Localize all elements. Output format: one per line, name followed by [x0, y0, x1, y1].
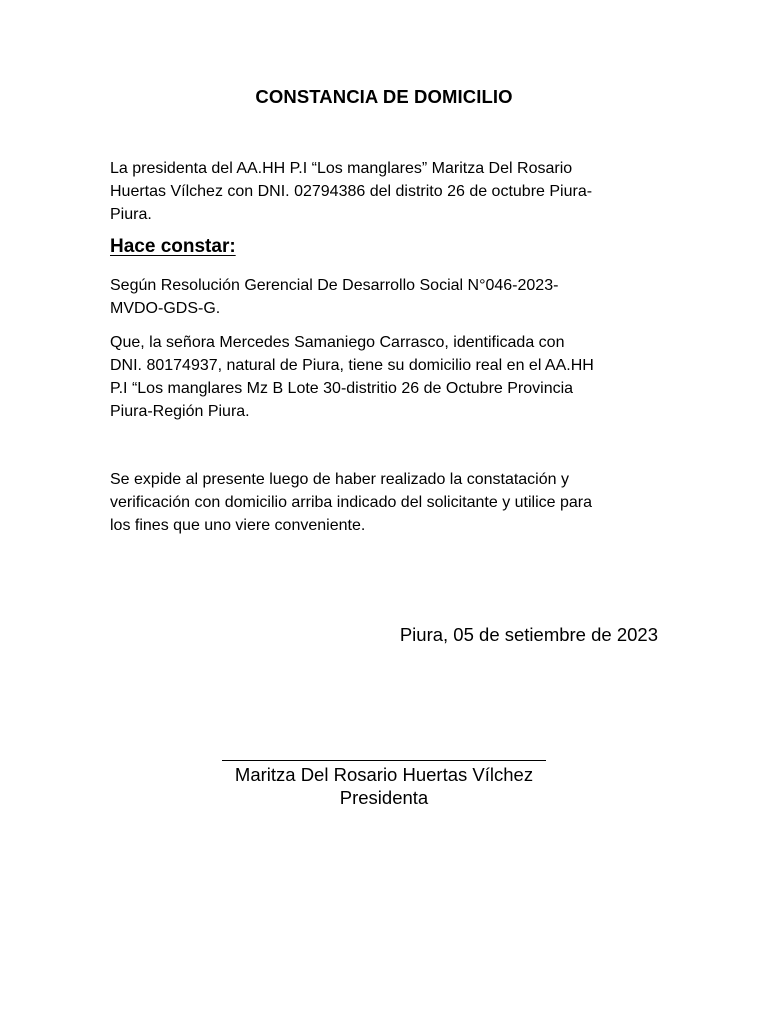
signature-line [222, 760, 546, 761]
statement-line: P.I “Los manglares Mz B Lote 30-distritio 26 de Octubre Provincia [110, 380, 574, 397]
closing-line: los fines que uno viere conveniente. [110, 517, 366, 534]
intro-paragraph [110, 157, 660, 226]
statement-paragraph [110, 331, 660, 423]
document-title: CONSTANCIA DE DOMICILIO [255, 86, 513, 107]
closing-paragraph [110, 468, 660, 537]
section-heading: Hace constar: [110, 236, 236, 257]
intro-line: La presidenta del AA.HH P.I “Los manglares” Maritza Del Rosario [110, 160, 573, 177]
intro-line: Piura. [110, 206, 152, 223]
statement-line: DNI. 80174937, natural de Piura, tiene su domicilio real en el AA.HH [110, 357, 594, 374]
statement-line: Piura-Región Piura. [110, 403, 250, 420]
statement-line: Que, la señora Mercedes Samaniego Carrasco, identificada con [110, 334, 565, 351]
signatory-name: Maritza Del Rosario Huertas Vílchez [234, 764, 534, 785]
resolution-line: Según Resolución Gerencial De Desarrollo Social N°046-2023- [110, 277, 559, 294]
resolution-paragraph [110, 274, 660, 320]
signatory-role: Presidenta [339, 787, 429, 808]
closing-line: Se expide al presente luego de haber realizado la constatación y [110, 471, 569, 488]
issue-date: Piura, 05 de setiembre de 2023 [399, 624, 658, 645]
intro-line: Huertas Vílchez con DNI. 02794386 del distrito 26 de octubre Piura- [110, 183, 593, 200]
closing-line: verificación con domicilio arriba indicado del solicitante y utilice para [110, 494, 593, 511]
resolution-line: MVDO-GDS-G. [110, 300, 221, 317]
